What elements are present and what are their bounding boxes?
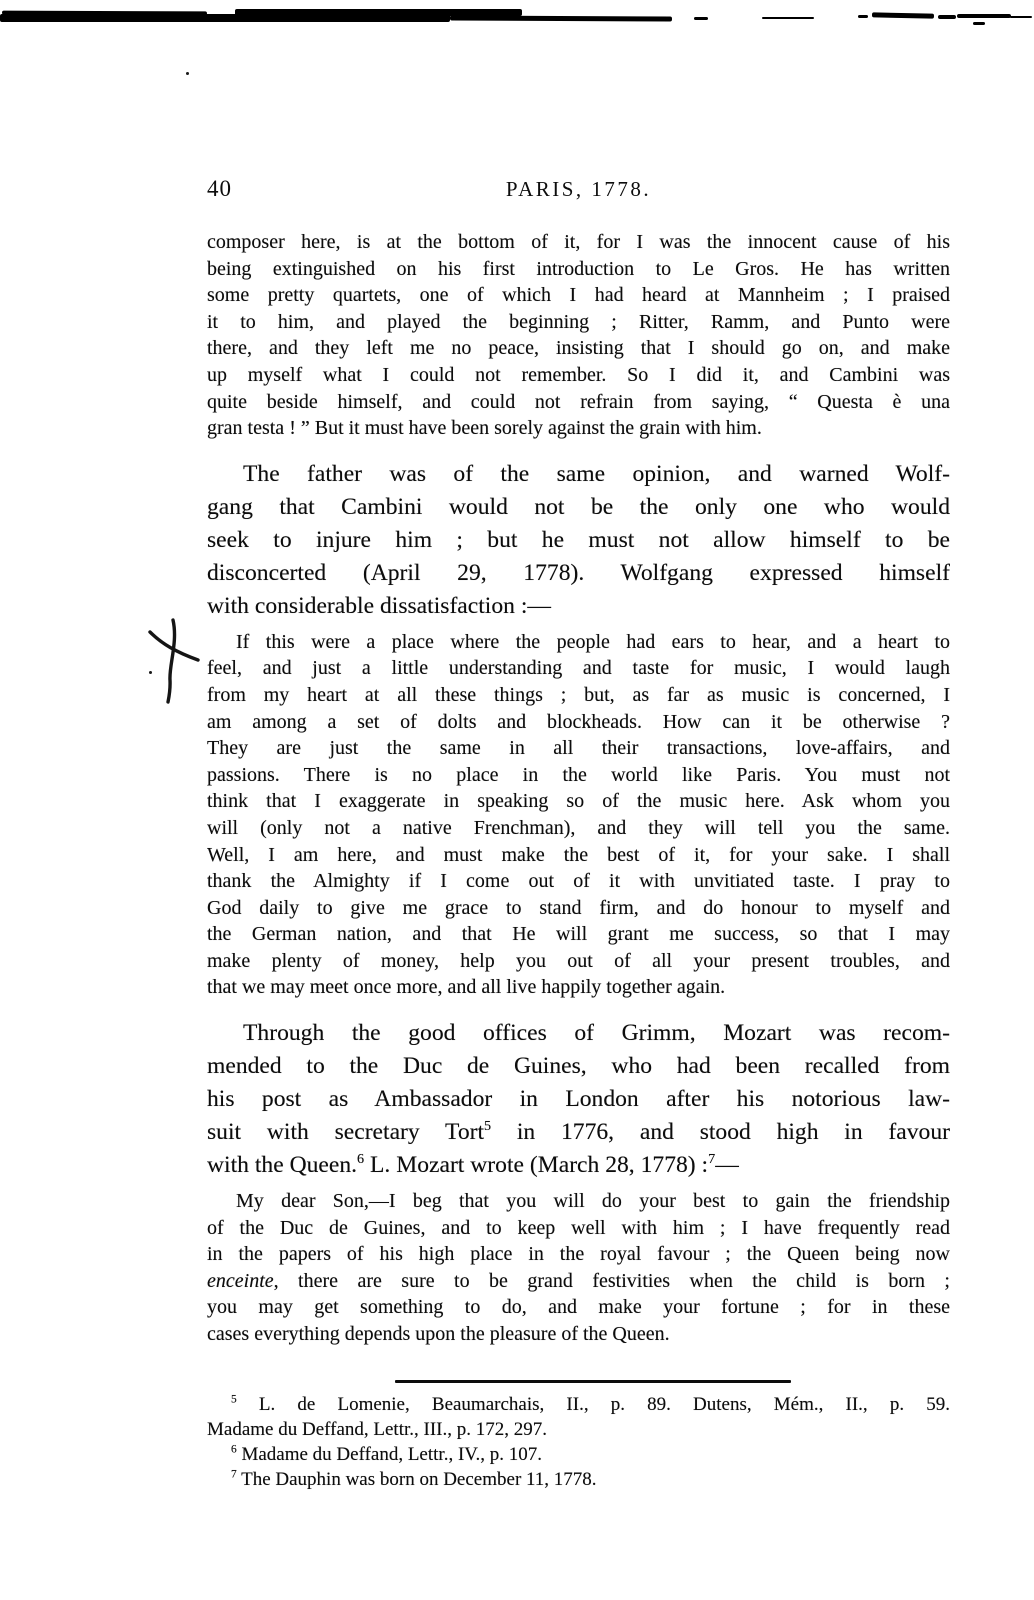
page-header xyxy=(207,174,950,208)
ink-mark xyxy=(973,22,985,25)
text-line: gran testa ! ” But it must have been sorely against the grain with him. xyxy=(207,417,762,440)
text-line: composer here, is at the bottom of it, for I was the innocent cause of his xyxy=(207,231,950,253)
ink-speck xyxy=(186,72,189,75)
text-line: up myself what I could not remember. So I did it, and Cambini was xyxy=(207,363,950,386)
text-line: thank the Almighty if I come out of it with unvitiated taste. I pray to xyxy=(207,870,950,893)
paragraph-letter-continuation xyxy=(207,229,950,442)
text-line: it to him, and played the beginning ; Ritter, Ramm, and Punto were xyxy=(207,310,950,333)
text-line: disconcerted (April 29, 1778). Wolfgang expressed himself xyxy=(207,559,950,586)
text-line: some pretty quartets, one of which I had heard at Mannheim ; I praised xyxy=(207,284,950,307)
text-line: seek to injure him ; but he must not allow himself to be xyxy=(207,526,950,553)
ink-mark xyxy=(938,15,956,19)
paragraph-footnote-7 xyxy=(207,1467,950,1492)
text-line: Well, I am here, and must make the best of it, for your sake. I shall xyxy=(207,843,950,866)
text-line: make plenty of money, help you out of all your present troubles, and xyxy=(207,949,950,972)
ink-mark xyxy=(694,17,708,20)
text-line: his post as Ambassador in London after his notorious law- xyxy=(207,1086,950,1113)
page-number: 40 xyxy=(207,176,232,201)
text-line: cases everything depends upon the pleasure of the Queen. xyxy=(207,1323,670,1346)
ink-mark xyxy=(1010,16,1032,18)
text-line: you may get something to do, and make your fortune ; for in these xyxy=(207,1296,950,1319)
text-line: with considerable dissatisfaction :— xyxy=(207,592,551,619)
text-line: think that I exaggerate in speaking so of the music here. Ask whom you xyxy=(207,790,950,813)
text-line: If this were a place where the people had ears to hear, and a heart to xyxy=(236,630,950,653)
text-line: Through the good offices of Grimm, Mozart was recom- xyxy=(243,1020,950,1047)
text-line: will (only not a native Frenchman), and they will tell you the same. xyxy=(207,816,950,839)
text-line: gang that Cambini would not be the only one who would xyxy=(207,493,950,520)
text-line: of the Duc de Guines, and to keep well with him ; I have frequently read xyxy=(207,1216,950,1239)
footnotes xyxy=(207,1392,950,1492)
paragraph-narrative-father-opinion xyxy=(207,458,950,623)
ink-mark xyxy=(858,15,868,18)
text-line: the German nation, and that He will grant me success, so that I may xyxy=(207,923,950,946)
text-line: They are just the same in all their transactions, love-affairs, and xyxy=(207,737,950,760)
text-line: My dear Son,—I beg that you will do your best to gain the friendship xyxy=(236,1190,950,1213)
ink-mark xyxy=(872,12,934,18)
ink-mark xyxy=(762,17,814,19)
text-line: $^6$ Madame du Deffand, Lettr., IV., p. 107. xyxy=(231,1443,543,1465)
text-line: passions. There is no place in the world like Paris. You must not xyxy=(207,763,950,786)
text-line: suit with secretary Tort$^5$ in 1776, and stood high in favour xyxy=(207,1118,950,1146)
handwritten-x-mark xyxy=(136,610,214,710)
text-line: quite beside himself, and could not refrain from saying, “ Questa è una xyxy=(207,390,950,413)
text-line: $^7$ The Dauphin was born on December 11, 1778. xyxy=(231,1468,597,1490)
text-line: in the papers of his high place in the royal favour ; the Queen being now xyxy=(207,1243,950,1266)
paragraph-letter-wolfgang-dissatisfaction xyxy=(207,629,950,1001)
text-line: enceinte, there are sure to be grand festivities when the child is born ; xyxy=(207,1269,950,1292)
ink-mark xyxy=(957,14,1011,18)
text-line: Madame du Deffand, Lettr., III., p. 172, 297. xyxy=(207,1419,547,1440)
paragraph-narrative-grimm-recommendation xyxy=(207,1017,950,1182)
text-line: feel, and just a little understanding and taste for music, I would laugh xyxy=(207,657,950,680)
running-title: PARIS, 1778. xyxy=(505,177,652,201)
text-line: The father was of the same opinion, and warned Wolf- xyxy=(243,460,950,487)
text-line: mended to the Duc de Guines, who had been recalled from xyxy=(207,1053,950,1080)
footnote-divider-rule xyxy=(395,1380,791,1383)
paragraph-footnote-5 xyxy=(207,1392,950,1442)
text-line: God daily to give me grace to stand firm, and do honour to myself and xyxy=(207,896,950,919)
text-block xyxy=(207,229,950,1348)
text-line: am among a set of dolts and blockheads. How can it be otherwise ? xyxy=(207,710,950,733)
text-line: from my heart at all these things ; but, as far as music is concerned, I xyxy=(207,683,950,706)
text-line: $^5$ L. de Lomenie, Beaumarchais, II., p. 89. Dutens, Mém., II., p. 59. xyxy=(231,1393,950,1415)
paragraph-letter-leopold-my-dear-son xyxy=(207,1188,950,1348)
text-line: with the Queen.$^6$ L. Mozart wrote (March 28, 1778) :$^7$— xyxy=(207,1151,739,1179)
text-line: there, and they left me no peace, insisting that I should go on, and make xyxy=(207,337,950,360)
paragraph-footnote-6 xyxy=(207,1442,950,1467)
text-line: being extinguished on his first introduction to Le Gros. He has written xyxy=(207,257,950,280)
ink-mark xyxy=(450,16,672,21)
text-line: that we may meet once more, and all live happily together again. xyxy=(207,976,726,999)
ink-mark xyxy=(2,11,207,16)
